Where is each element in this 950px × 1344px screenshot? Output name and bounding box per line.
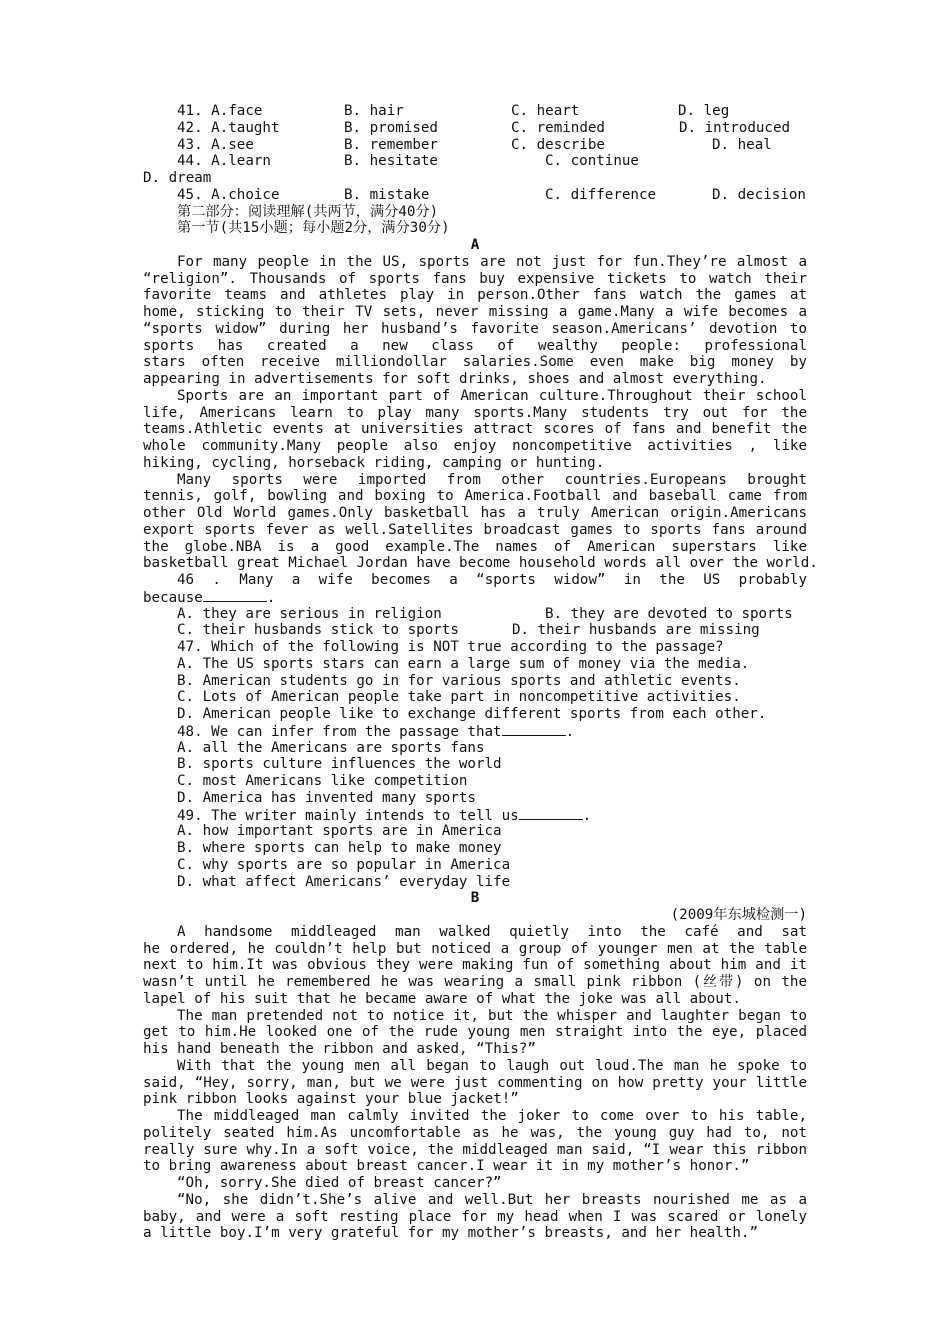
text-line: politely seated him.As uncomfortable as he was, the young guy had to, not <box>143 1124 807 1141</box>
text-line: Many sports were imported from other countries.Europeans brought <box>177 471 807 488</box>
text-line: basketball great Michael Jordan have become household words all over the world. <box>143 555 818 572</box>
text-line: whole community.Many people also enjoy noncompetitive activities , like <box>143 438 807 454</box>
answer-blank <box>203 589 267 602</box>
paragraph <box>143 254 807 388</box>
option-c: C. difference <box>545 186 657 203</box>
option-a: 41. A.face <box>177 103 263 119</box>
option-a: A. how important sports are in America <box>177 823 502 840</box>
text-line: export sports fever as well.Satellites broadcast games to sports fans around <box>143 521 807 538</box>
option-a: A. The US sports stars can earn a large sum of money via the media. <box>177 655 750 672</box>
passage-b-label: B <box>470 890 480 907</box>
option-a: A. they are serious in religion <box>177 605 442 622</box>
text-line: For many people in the US, sports are not just for fun.They’re almost a <box>177 253 807 270</box>
text-line: sports has created a new class of wealthy people: professional <box>143 337 807 354</box>
text-line: the globe.NBA is a good example.The names of American superstars like <box>143 538 807 555</box>
text-line: A handsome middleaged man walked quietly into the café and sat <box>177 923 807 940</box>
paragraph <box>143 1008 807 1058</box>
option-a: 43. A.see <box>177 136 254 153</box>
text-line: “Oh, sorry.She died of breast cancer?” <box>177 1175 502 1191</box>
option-c: C. reminded <box>511 119 605 136</box>
text-line: hiking, cycling, horseback riding, camping or hunting. <box>143 454 605 471</box>
text-line: get to him.He looked one of the rude young men straight into the eye, placed <box>143 1024 807 1041</box>
question-48 <box>143 723 807 807</box>
option-c: C. continue <box>545 153 639 170</box>
paragraph <box>143 1058 807 1108</box>
option-c: C. most Americans like competition <box>177 773 468 789</box>
option-d: D. leg <box>678 103 730 119</box>
text-line: pink ribbon looks against your blue jacket!” <box>143 1091 519 1108</box>
paragraph <box>143 388 807 472</box>
option-d: D. their husbands are missing <box>512 622 760 639</box>
option-a: 45. A.choice <box>177 186 280 203</box>
text-line: other Old World games.Only basketball has a truly American origin.Americans <box>143 505 807 521</box>
option-b: B. promised <box>344 119 438 136</box>
text-line: he ordered, he couldn’t help but noticed a group of younger men at the table <box>143 940 807 957</box>
paragraph <box>143 924 807 1008</box>
option-c: C. their husbands stick to sports <box>177 622 459 639</box>
option-d: D. decision <box>712 186 806 203</box>
answer-blank <box>502 723 566 736</box>
option-d: D. America has invented many sports <box>177 789 476 806</box>
options-row <box>143 622 807 639</box>
option-b: B. hair <box>344 103 404 119</box>
option-b: B. they are devoted to sports <box>545 605 793 622</box>
text-line: really sure why.In a soft voice, the middleaged man said, “I wear this ribbon <box>143 1141 807 1158</box>
cloze-question-41 <box>143 103 807 120</box>
passage-a <box>143 253 818 572</box>
option-b: B. mistake <box>344 186 430 203</box>
option-d: D. what affect Americans’ everyday life <box>177 873 511 890</box>
option-a: 44. A.learn <box>177 153 271 170</box>
cloze-question-42 <box>143 120 807 137</box>
option-b: B. sports culture influences the world <box>177 756 502 773</box>
text-line: lapel of his suit that he became aware of what the joke was all about. <box>143 990 741 1007</box>
text-line: appearing in advertisements for soft drinks, shoes and almost everything. <box>143 371 767 387</box>
option-d: D. heal <box>712 136 772 153</box>
paragraph <box>143 1108 807 1175</box>
option-b: B. where sports can help to make money <box>177 840 502 856</box>
text-line: “No, she didn’t.She’s alive and well.But her breasts nourished me as a <box>177 1191 807 1208</box>
cloze-question-43 <box>143 137 807 154</box>
text-line: next to him.It was obvious they were making fun of something about him and it <box>143 957 807 974</box>
paragraph <box>143 471 818 573</box>
text-line: wasn’t until he remembered he was wearing a small pink ribbon (丝带) on the <box>143 974 807 990</box>
text-line: home, sticking to their TV sets, never missing a game.Many a wife becomes a <box>143 304 807 320</box>
option-c: C. Lots of American people take part in noncompetitive activities. <box>177 689 741 706</box>
cloze-question-45 <box>143 187 807 204</box>
answer-blank <box>519 807 583 820</box>
section-title: 第二部分：阅读理解(共两节，满分40分) <box>177 203 439 220</box>
text-line: baby, and were a soft resting place for my head when I was scared or lonely <box>143 1208 807 1225</box>
text-line: teams.Athletic events at universities attract scores of fans and benefit the <box>143 421 807 438</box>
option-d: D. American people like to exchange different sports from each other. <box>177 706 767 722</box>
paragraph <box>143 1192 807 1242</box>
question-49 <box>143 807 807 891</box>
option-a: A. all the Americans are sports fans <box>177 739 485 756</box>
option-d: D. dream <box>143 170 212 186</box>
text-line: said, “Hey, sorry, man, but we were just commenting on how pretty your little <box>143 1074 807 1091</box>
text-line: favorite teams and athletes play in person.Other fans watch the games at <box>143 287 807 304</box>
question-stem-cont: because . <box>143 589 276 606</box>
question-47 <box>143 639 807 723</box>
text-line: “sports widow” during her husband’s favorite season.Americans’ devotion to <box>143 320 807 337</box>
option-c: C. heart <box>511 103 580 119</box>
passage-a-label: A <box>470 237 480 253</box>
text-line: Sports are an important part of American culture.Throughout their school <box>177 387 807 404</box>
question-stem: 46 . Many a wife becomes a “sports widow” in the US probably <box>177 572 807 588</box>
text-line: to bring awareness about breast cancer.I wear it in my mother’s honor.” <box>143 1158 750 1175</box>
text-line: life, Americans learn to play many sports.Many students try out for the <box>143 404 807 421</box>
passage-b-source: (2009年东城检测一) <box>670 907 807 923</box>
option-c: C. why sports are so popular in America <box>177 856 511 873</box>
text-line: The middleaged man calmly invited the joker to come over to his table, <box>177 1108 807 1124</box>
option-c: C. describe <box>511 136 605 153</box>
option-a: 42. A.taught <box>177 119 280 136</box>
text-line: tennis, golf, bowling and boxing to America.Football and baseball came from <box>143 488 807 505</box>
cloze-options <box>143 103 807 204</box>
option-b: B. American students go in for various sports and athletic events. <box>177 672 741 689</box>
text-line: “religion”. Thousands of sports fans buy expensive tickets to watch their <box>143 270 807 287</box>
paragraph <box>143 1175 807 1192</box>
text-line: With that the young men all began to laugh out loud.The man he spoke to <box>177 1057 807 1074</box>
exam-page <box>143 103 818 1242</box>
option-d: D. introduced <box>679 119 791 136</box>
options-row <box>143 606 807 623</box>
question-stem: 49. The writer mainly intends to tell us . <box>177 807 592 824</box>
option-b: B. hesitate <box>344 153 438 170</box>
question-stem: 48. We can infer from the passage that . <box>177 723 575 740</box>
question-46 <box>143 572 807 639</box>
passage-b <box>143 924 807 1242</box>
subsection-title: 第一节(共15小题；每小题2分，满分30分) <box>177 220 450 237</box>
text-line: a little boy.I’m very grateful for my mother’s breasts, and her health.” <box>143 1225 758 1242</box>
cloze-question-44 <box>143 153 807 170</box>
option-b: B. remember <box>344 136 438 153</box>
question-stem: 47. Which of the following is NOT true according to the passage? <box>177 639 724 655</box>
text-line: his hand beneath the ribbon and asked, “This?” <box>143 1041 536 1057</box>
text-line: The man pretended not to notice it, but the whisper and laughter began to <box>177 1007 807 1024</box>
text-line: stars often receive milliondollar salaries.Some even make big money by <box>143 354 807 371</box>
